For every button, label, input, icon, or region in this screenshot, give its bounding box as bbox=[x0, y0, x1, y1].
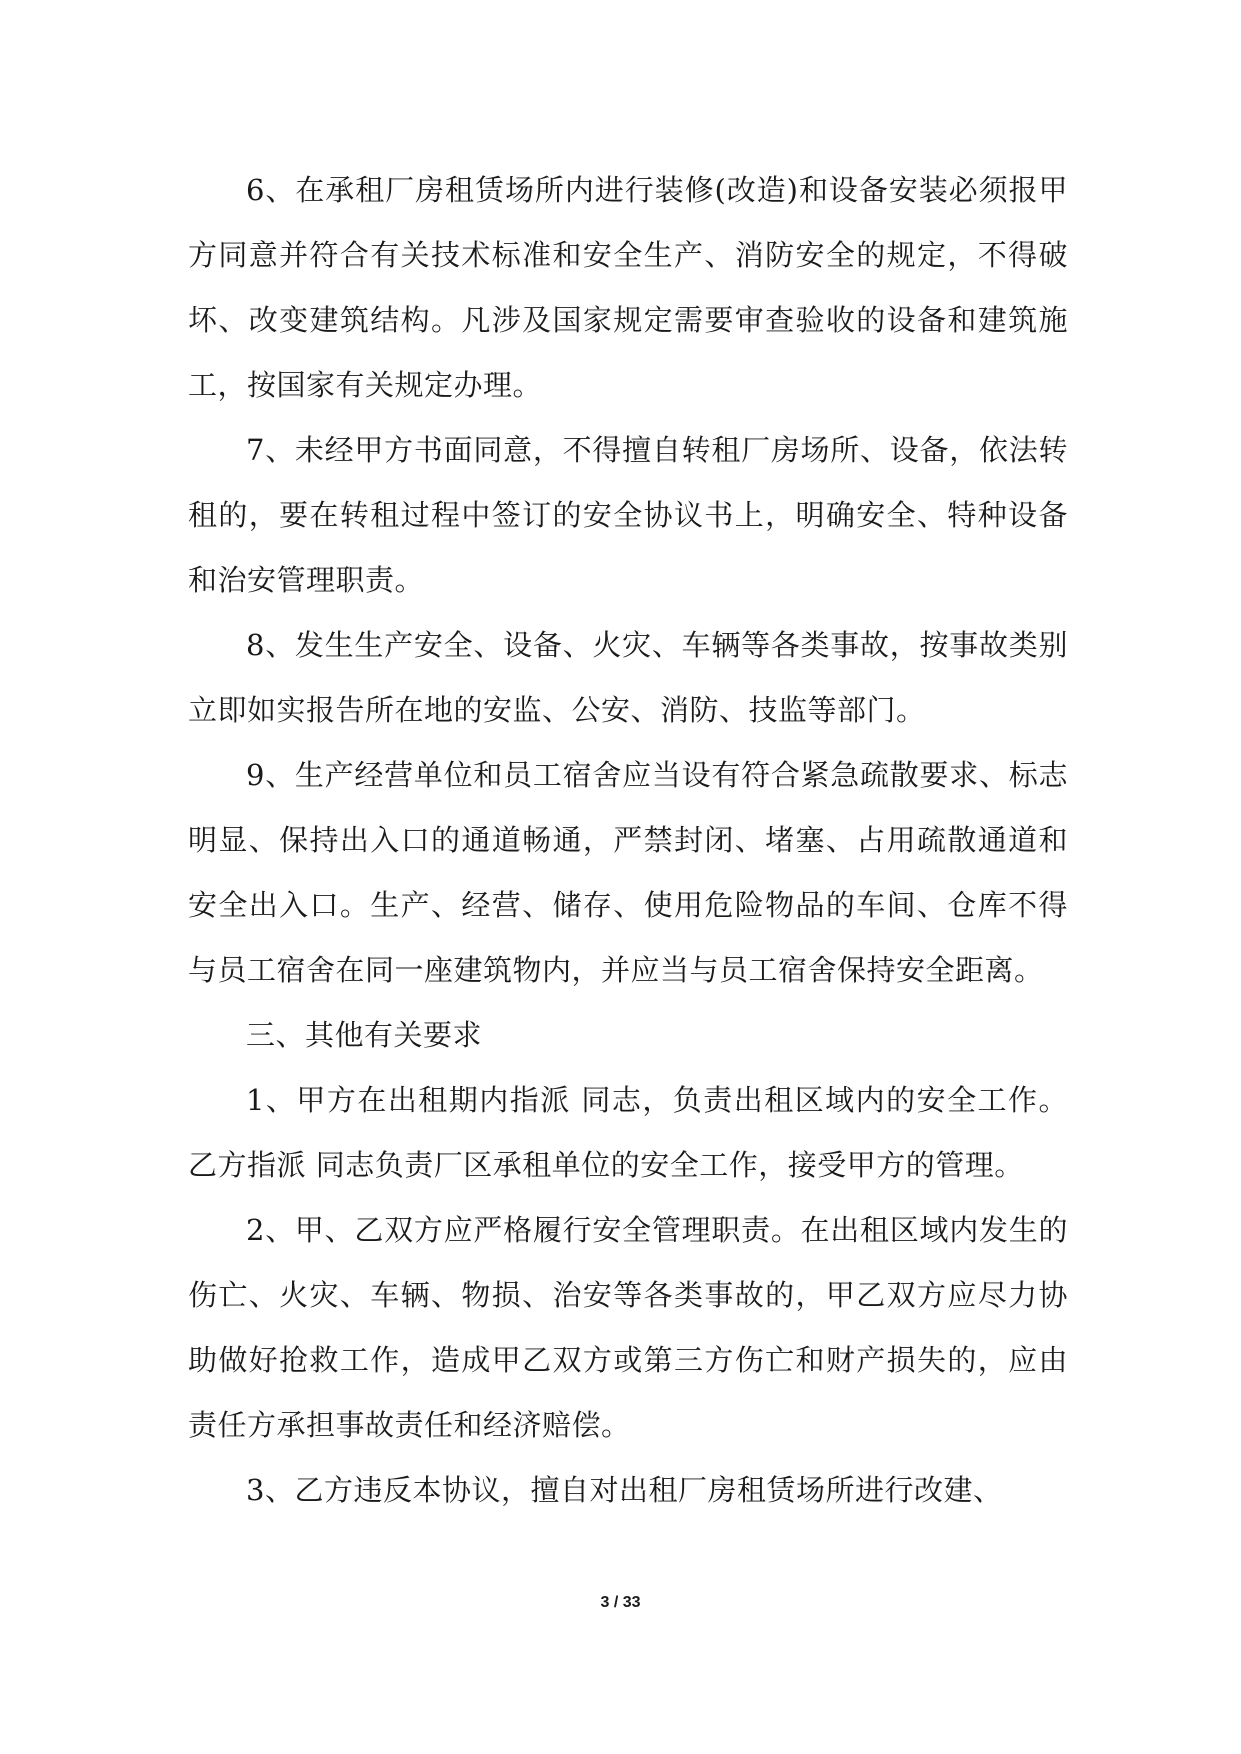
page-number: 3 / 33 bbox=[600, 1594, 641, 1611]
paragraph-3-3: 3、乙方违反本协议，擅自对出租厂房租赁场所进行改建、 bbox=[246, 1473, 1003, 1507]
section-heading-3: 三、其他有关要求 bbox=[246, 1018, 483, 1052]
paragraph-8: 8、发生生产安全、设备、火灾、车辆等各类事故，按事故类别立即如实报告所在地的安监、公安、消防、技监等部门。 bbox=[188, 628, 1068, 727]
paragraph-9: 9、生产经营单位和员工宿舍应当设有符合紧急疏散要求、标志明显、保持出入口的通道畅通，严禁封闭、堵塞、占用疏散通道和安全出入口。生产、经营、储存、使用危险物品的车间、仓库不得与员工宿舍在同一座建筑物内，并应当与员工宿舍保持安全距离。 bbox=[188, 758, 1068, 987]
paragraph-6: 6、在承租厂房租赁场所内进行装修(改造)和设备安装必须报甲方同意并符合有关技术标准和安全生产、消防安全的规定，不得破坏、改变建筑结构。凡涉及国家规定需要审查验收的设备和建筑施工，按国家有关规定办理。 bbox=[188, 173, 1068, 402]
paragraph-7: 7、未经甲方书面同意，不得擅自转租厂房场所、设备，依法转租的，要在转租过程中签订的安全协议书上，明确安全、特种设备和治安管理职责。 bbox=[188, 433, 1068, 597]
paragraph-3-1: 1、甲方在出租期内指派 同志，负责出租区域内的安全工作。乙方指派 同志负责厂区承租单位的安全工作，接受甲方的管理。 bbox=[188, 1083, 1068, 1182]
document-body bbox=[188, 158, 1068, 1523]
paragraph-3-2: 2、甲、乙双方应严格履行安全管理职责。在出租区域内发生的伤亡、火灾、车辆、物损、治安等各类事故的，甲乙双方应尽力协助做好抢救工作，造成甲乙双方或第三方伤亡和财产损失的，应由责任方承担事故责任和经济赔偿。 bbox=[188, 1213, 1068, 1442]
